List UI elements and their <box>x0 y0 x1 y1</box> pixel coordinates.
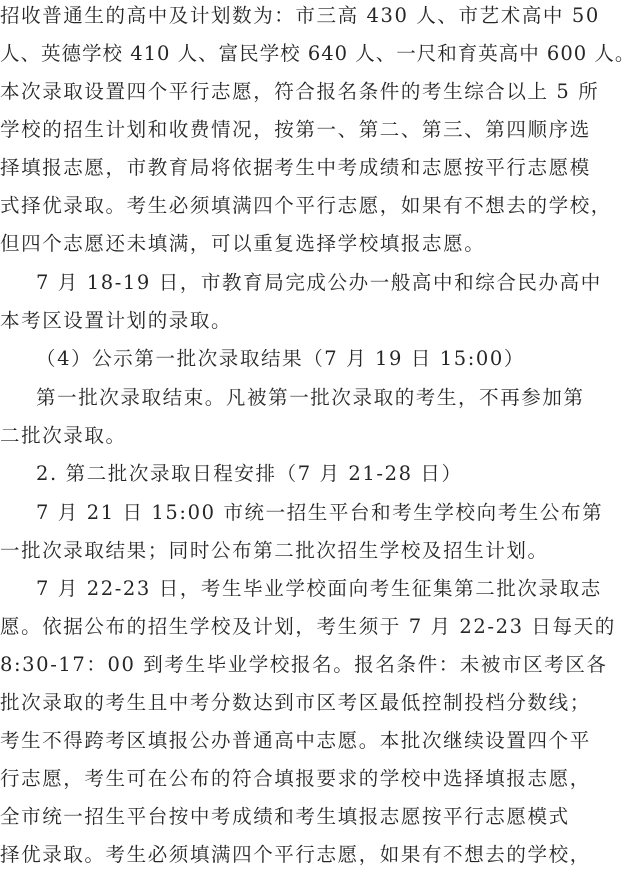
text-line: 7 月 21 日 15:00 市统一招生平台和考生学校向考生公布第 <box>36 501 604 524</box>
text-line: 行志愿，考生可在公布的符合填报要求的学校中选择填报志愿， <box>0 767 591 790</box>
section-heading: （4）公示第一批次录取结果（7 月 19 日 15:00） <box>36 347 526 370</box>
text-line: 一批次录取结果；同时公布第二批次招生学校及招生计划。 <box>0 539 549 562</box>
text-line: 考生不得跨考区填报公办普通高中志愿。本批次继续设置四个平 <box>0 729 591 752</box>
text-line: 本次录取设置四个平行志愿，符合报名条件的考生综合以上 5 所 <box>0 80 600 103</box>
text-line: 批次录取的考生且中考分数达到市区考区最低控制投档分数线； <box>0 691 591 714</box>
text-line: 择填报志愿，市教育局将依据考生中考成绩和志愿按平行志愿模 <box>0 156 591 179</box>
text-line: 择优录取。考生必须填满四个平行志愿，如果有不想去的学校， <box>0 843 591 866</box>
section-heading: 2. 第二批次录取日程安排（7 月 21-28 日） <box>36 462 463 485</box>
text-line: 7 月 22-23 日，考生毕业学校面向考生征集第二批次录取志 <box>36 577 602 600</box>
text-line: 二批次录取。 <box>0 424 127 447</box>
text-line: 全市统一招生平台按中考成绩和考生填报志愿按平行志愿模式 <box>0 805 570 828</box>
text-line: 学校的招生计划和收费情况，按第一、第二、第三、第四顺序选 <box>0 118 591 141</box>
text-line: 招收普通生的高中及计划数为：市三高 430 人、市艺术高中 50 <box>0 4 600 27</box>
text-line: 第一批次录取结束。凡被第一批次录取的考生，不再参加第 <box>36 386 585 409</box>
text-line: 式择优录取。考生必须填满四个平行志愿，如果有不想去的学校， <box>0 194 612 217</box>
text-line: 人、英德学校 410 人、富民学校 640 人、一尺和育英高中 600 人。 <box>0 42 636 65</box>
text-line: 但四个志愿还未填满，可以重复选择学校填报志愿。 <box>0 232 486 255</box>
text-line: 本考区设置计划的录取。 <box>0 309 233 332</box>
text-line: 愿。依据公布的招生学校及计划，考生须于 7 月 22-23 日每天的 <box>0 615 616 638</box>
text-line: 7 月 18-19 日，市教育局完成公办一般高中和综合民办高中 <box>36 271 602 294</box>
text-line: 8:30-17：00 到考生毕业学校报名。报名条件：未被市区考区各 <box>0 653 608 676</box>
